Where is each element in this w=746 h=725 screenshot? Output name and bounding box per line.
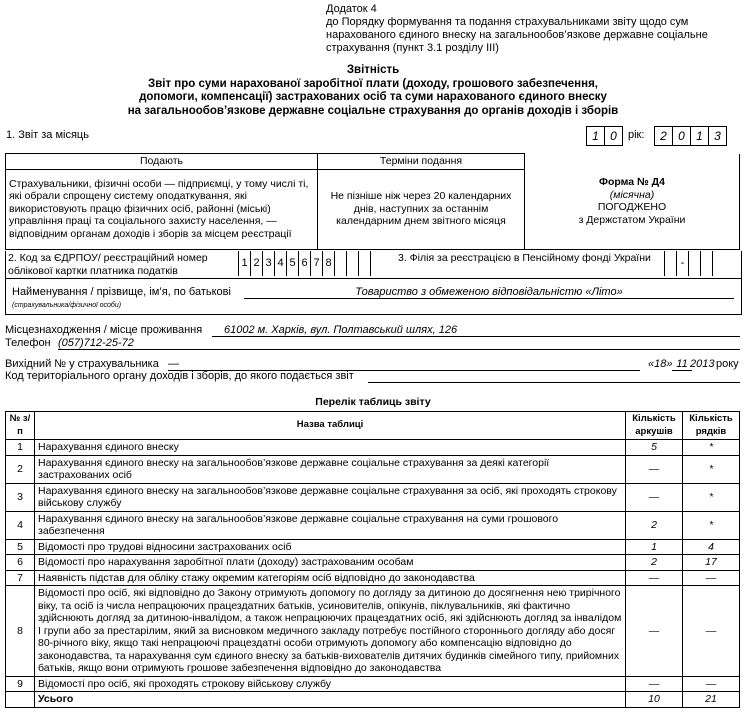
row-num: 8 (6, 586, 35, 677)
code-row (5, 251, 742, 279)
col-rows: Кількість рядків (683, 412, 740, 440)
code-digit[interactable] (334, 251, 346, 276)
tables-list (5, 411, 740, 708)
col-name: Назва таблиці (35, 412, 626, 440)
location-value[interactable]: 61002 м. Харків, вул. Полтавський шлях, 126 (212, 324, 740, 337)
table-row (6, 586, 740, 677)
row-sheets[interactable]: — (626, 676, 683, 692)
code-digit[interactable]: 1 (238, 251, 250, 276)
form-sub: (місячна) (609, 188, 655, 201)
branch-digit[interactable] (700, 251, 712, 276)
list-title: Перелік таблиць звіту (315, 396, 431, 408)
row-sheets[interactable]: — (626, 586, 683, 677)
table-row (6, 570, 740, 586)
deadline-head: Терміни подання (318, 154, 525, 170)
row-num: 4 (6, 511, 35, 539)
title-line: Звітність (346, 64, 400, 76)
year-digit[interactable]: 2 (654, 126, 673, 146)
title-line: Звіт про суми нарахованої заробітної плати (доходу, грошового забезпечення, (148, 77, 598, 90)
total-rows[interactable]: 21 (683, 692, 740, 708)
code-digit[interactable]: 6 (298, 251, 310, 276)
location-label: Місцезнаходження / місце проживання (5, 324, 203, 336)
year-boxes[interactable] (654, 126, 726, 146)
row-num: 6 (6, 555, 35, 571)
row-num: 7 (6, 570, 35, 586)
phone-label: Телефон (5, 337, 51, 349)
table-row (6, 511, 740, 539)
row-rows[interactable]: — (683, 570, 740, 586)
row-name: Відомості про нарахування заробітної плати (доходу) застрахованим особам (35, 555, 626, 571)
appendix-note (326, 3, 741, 55)
deadline-text: Не пізніше ніж через 20 календарних днів, наступних за останнім календарним днем звітного місяця (318, 169, 525, 249)
code-digit[interactable]: 8 (322, 251, 334, 276)
row-sheets[interactable]: — (626, 483, 683, 511)
row-num: 9 (6, 676, 35, 692)
form-title: Форма № Д4 (599, 176, 665, 188)
row-name: Відомості про осіб, які відповідно до Закону отримують допомогу по догляду за дитиною до досягнення нею трирічного віку, та осіб із числа непрацюючих працездатних батьків, усиновителів, опікунів, піклувальників, які фактично здійснюють догляд за дитиною-інвалідом, а також непрацюючих працездатних осіб, які здійснюють догляд за інвалідом I групи або за престарілим, який за висновком медичного закладу потребує постійного стороннього догляду або досяг 80-річного віку, якщо такі непрацюючі працездатні особи отримують допомогу або компенсацію відповідно до законодавства, та нарахування сум єдиного внеску за батьків-вихователів дитячих будинків сімейного типу, прийомних батьків, якщо вони отримують грошове забезпечення відповідно до законодавства (35, 586, 626, 677)
col-num: № з/п (6, 412, 35, 440)
code-digit-end (358, 251, 371, 276)
total-sheets[interactable]: 10 (626, 692, 683, 708)
branch-boxes[interactable] (664, 251, 724, 276)
row-name: Відомості про трудові відносини застрахованих осіб (35, 539, 626, 555)
row-name: Нарахування єдиного внеску на загальнообов’язкове державне соціальне страхування за осіб, які проходять строкову військову службу (35, 483, 626, 511)
month-digit[interactable]: 0 (604, 126, 623, 146)
appendix-line: Додаток 4 (326, 3, 377, 15)
row-sheets[interactable]: 2 (626, 555, 683, 571)
date-year[interactable]: 2013 (690, 358, 715, 370)
row-rows[interactable]: 4 (683, 539, 740, 555)
row-num: 3 (6, 483, 35, 511)
row-sheets[interactable]: — (626, 455, 683, 483)
col-sheets: Кількість аркушів (626, 412, 683, 440)
row-rows[interactable]: * (683, 511, 740, 539)
row-rows[interactable]: * (683, 455, 740, 483)
form-by: з Держстатом України (578, 213, 686, 226)
code-digit[interactable]: 4 (274, 251, 286, 276)
header-table (5, 153, 740, 250)
code-digit[interactable]: 2 (250, 251, 262, 276)
row-rows[interactable]: 17 (683, 555, 740, 571)
table-row (6, 455, 740, 483)
row-rows[interactable]: — (683, 676, 740, 692)
row-sheets[interactable]: 5 (626, 440, 683, 456)
table-row (6, 440, 740, 456)
date-day[interactable]: «18» (648, 358, 673, 370)
row-sheets[interactable]: — (626, 570, 683, 586)
code-digit[interactable]: 3 (262, 251, 274, 276)
name-label: Найменування / прізвище, ім’я, по батькові (12, 286, 231, 298)
table-row (6, 676, 740, 692)
row-rows[interactable]: — (683, 586, 740, 677)
row-name: Відомості про осіб, які проходять строкову військову службу (35, 676, 626, 692)
month-digit[interactable]: 1 (586, 126, 605, 146)
title-line: на загальнообов’язкове державне соціальне страхування до органів доходів і зборів (127, 104, 619, 117)
total-label: Усього (35, 692, 626, 708)
total-row (6, 692, 740, 708)
row-name: Нарахування єдиного внеску на загальнообов’язкове державне соціальне страхування за деякі категорії застрахованих осіб (35, 455, 626, 483)
row-num: 5 (6, 539, 35, 555)
period-label: 1. Звіт за місяць (6, 129, 89, 141)
branch-digit[interactable] (688, 251, 700, 276)
year-digit[interactable]: 3 (708, 126, 727, 146)
code-label: 2. Код за ЄДРПОУ/ реєстраційний номер облікової картки платника податків (8, 252, 208, 277)
row-name: Наявність підстав для обліку стажу окремим категоріям осіб відповідно до законодавства (35, 570, 626, 586)
report-title (0, 64, 746, 118)
code-digit[interactable]: 7 (310, 251, 322, 276)
month-boxes[interactable] (586, 126, 622, 146)
phone-value[interactable]: (057)712-25-72 (58, 337, 740, 350)
code-digit[interactable] (346, 251, 358, 276)
submit-text: Страхувальники, фізичні особи — підприємці, у тому числі ті, які обрали спрощену систему оподаткування, які використовують працю фізичних осіб, районні (міські) управління праці та соціального захисту населення, — відповідним органам доходів і зборів за місцем реєстрації (6, 169, 318, 249)
branch-digit[interactable] (664, 251, 676, 276)
outgoing-value[interactable]: — (168, 358, 640, 371)
year-digit[interactable]: 0 (672, 126, 691, 146)
name-value[interactable]: Товариство з обмеженою відповідальністю «Літо» (244, 286, 734, 299)
title-line: допомоги, компенсації) застрахованих осіб та суми нарахованого єдиного внеску (139, 91, 607, 103)
row-sheets[interactable]: 2 (626, 511, 683, 539)
branch-label: 3. Філія за реєстрацією в Пенсійному фонді України (398, 252, 651, 264)
row-num: 2 (6, 455, 35, 483)
total-num (6, 692, 35, 708)
table-row (6, 555, 740, 571)
code-digit[interactable]: 5 (286, 251, 298, 276)
appendix-line: страхування (пункт 3.1 розділу III) (326, 42, 499, 54)
form-approved: ПОГОДЖЕНО (597, 201, 667, 213)
date-month[interactable]: 11 (672, 358, 692, 371)
appendix-line: до Порядку формування та подання страхувальниками звіту щодо сум (326, 16, 689, 28)
tax-office-label: Код територіального органу доходів і зборів, до якого подається звіт (5, 370, 354, 382)
tax-office-line[interactable] (368, 382, 740, 383)
appendix-line: нарахованого єдиного внеску на загальнообов’язкове державне соціальне (326, 29, 708, 41)
table-row (6, 539, 740, 555)
row-rows[interactable]: * (683, 483, 740, 511)
date-suffix: року (716, 358, 739, 370)
form-info (525, 154, 740, 250)
branch-digit[interactable]: - (676, 251, 688, 276)
year-label: рік: (628, 129, 645, 141)
row-sheets[interactable]: 1 (626, 539, 683, 555)
name-row (5, 278, 742, 315)
row-num: 1 (6, 440, 35, 456)
submit-head: Подають (6, 154, 318, 170)
year-digit[interactable]: 1 (690, 126, 709, 146)
table-row (6, 483, 740, 511)
branch-digit[interactable] (712, 251, 724, 276)
row-name: Нарахування єдиного внеску (35, 440, 626, 456)
outgoing-label: Вихідний № у страхувальника (5, 358, 159, 370)
row-name: Нарахування єдиного внеску на загальнообов’язкове державне соціальне страхування на суми грошового забезпечення (35, 511, 626, 539)
row-rows[interactable]: * (683, 440, 740, 456)
code-digits[interactable] (238, 251, 371, 276)
name-note: (страхувальника/фізичної особи) (12, 302, 122, 309)
